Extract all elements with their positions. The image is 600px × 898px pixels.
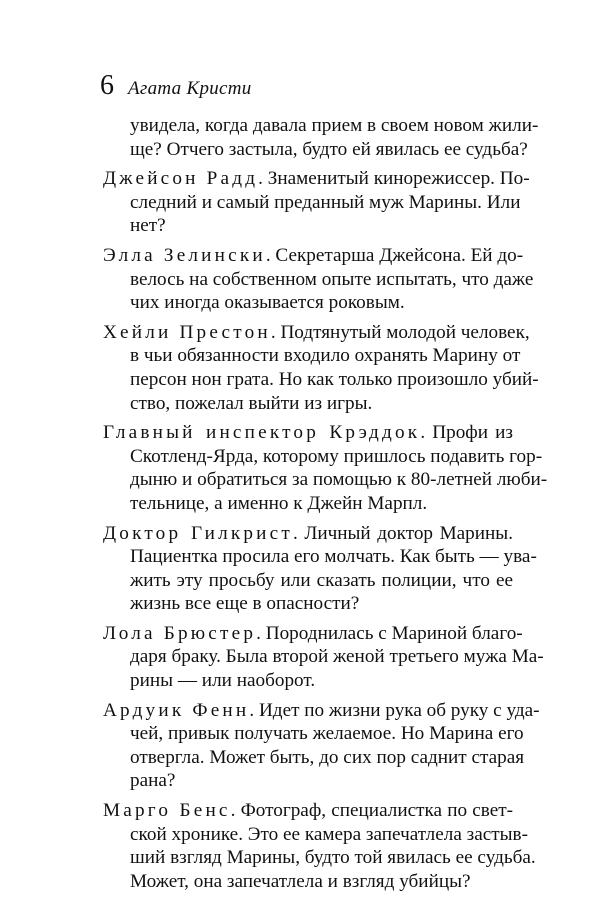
page-body bbox=[103, 114, 548, 893]
text-line: даря браку. Была второй женой третьего мужа Ма- bbox=[130, 646, 544, 668]
text-line: ство, пожелал выйти из игры. bbox=[130, 392, 373, 414]
character-entry bbox=[103, 167, 530, 238]
text-line: чих иногда оказывается роковым. bbox=[130, 292, 405, 314]
character-entry bbox=[103, 799, 536, 893]
character-entry bbox=[103, 522, 537, 616]
text-line: в чьи обязанности входило охранять Марину от bbox=[130, 345, 521, 367]
text-line: рана? bbox=[130, 770, 176, 792]
running-title: Агата Кристи bbox=[128, 78, 252, 99]
page-header bbox=[100, 70, 252, 104]
text-line bbox=[103, 799, 513, 823]
text-line: чей, привык получать желаемое. Но Марина его bbox=[130, 723, 524, 745]
character-name: Джейсон Радд bbox=[103, 168, 259, 190]
character-entry bbox=[103, 622, 544, 693]
text-line: Пациентка просила его молчать. Как быть — ува- bbox=[130, 546, 537, 568]
paragraph-continuation bbox=[103, 114, 539, 161]
text-line: ще? Отчего застыла, будто ей явилась ее судьба? bbox=[130, 138, 528, 160]
character-name: Марго Бенс bbox=[103, 800, 231, 822]
character-name: Хейли Престон bbox=[103, 321, 271, 343]
text-segment: . Фотограф, специалистка по свет- bbox=[230, 800, 513, 822]
text-segment: . Породнилась с Мариной благо- bbox=[256, 622, 523, 644]
text-line bbox=[103, 167, 530, 191]
character-entry bbox=[103, 421, 548, 515]
text-line: жизнь все еще в опасности? bbox=[130, 593, 360, 615]
text-line: ший взгляд Марины, будто той явилась ее судьба. bbox=[130, 847, 536, 869]
text-line: ской хронике. Это ее камера запечатлела застыв- bbox=[130, 823, 528, 845]
text-line: отвергла. Может быть, до сих пор саднит старая bbox=[130, 746, 525, 768]
text-line: увидела, когда давала прием в своем новом жили- bbox=[130, 115, 539, 136]
character-name: Элла Зелински bbox=[103, 244, 266, 266]
text-line: рины — или наоборот. bbox=[130, 670, 316, 692]
text-segment: . Подтянутый молодой человек, bbox=[270, 321, 530, 343]
character-entry bbox=[103, 244, 534, 315]
text-line bbox=[103, 321, 530, 345]
text-line: персон нон грата. Но как только произошло убий- bbox=[130, 368, 539, 390]
text-line: Может, она запечатлела и взгляд убийцы? bbox=[130, 870, 471, 892]
text-segment: . Секретарша Джейсона. Ей до- bbox=[265, 244, 524, 266]
text-line bbox=[103, 421, 513, 445]
text-line: Скотленд-Ярда, которому пришлось подавить гор- bbox=[130, 445, 543, 467]
text-segment: . Личный доктор Марины. bbox=[292, 522, 513, 544]
text-line: нет? bbox=[130, 215, 166, 237]
text-line: велось на собственном опыте испытать, что даже bbox=[130, 268, 534, 290]
text-line bbox=[103, 522, 513, 546]
text-line bbox=[103, 699, 540, 723]
text-line bbox=[103, 622, 523, 646]
text-segment: . Профи из bbox=[420, 422, 513, 444]
character-name: Ардуик Фенн bbox=[103, 699, 250, 721]
text-line: следний и самый преданный муж Марины. Или bbox=[130, 191, 521, 213]
text-line: тельнице, а именно к Джейн Марпл. bbox=[130, 492, 428, 514]
text-segment: . Идет по жизни рука об руку с уда- bbox=[249, 699, 540, 721]
character-name: Лола Брюстер bbox=[103, 622, 257, 644]
text-line bbox=[103, 244, 524, 268]
character-entry bbox=[103, 699, 540, 793]
text-line: дыню и обратиться за помощью к 80-летней люби- bbox=[130, 469, 548, 491]
character-name: Доктор Гилкрист bbox=[103, 522, 293, 544]
text-line: жить эту просьбу или сказать полиции, что ее bbox=[130, 569, 513, 591]
character-name: Главный инспектор Крэддок bbox=[103, 422, 421, 444]
page-number: 6 bbox=[100, 70, 114, 101]
text-segment: . Знаменитый кинорежиссер. По- bbox=[258, 168, 530, 190]
character-entry bbox=[103, 321, 539, 415]
